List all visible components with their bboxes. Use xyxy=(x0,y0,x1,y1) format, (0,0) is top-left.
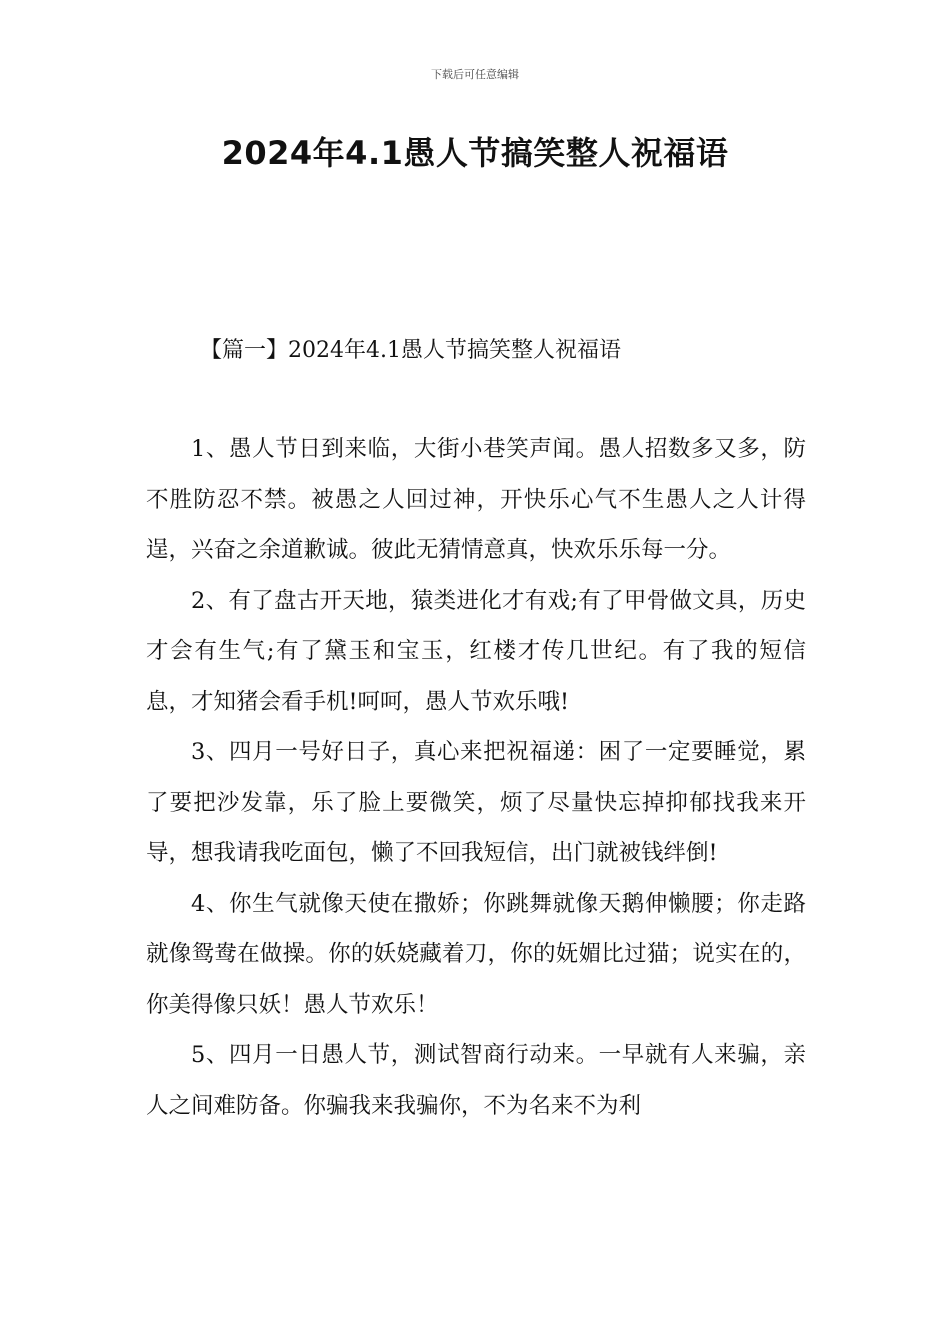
paragraph-4: 4、你生气就像天使在撒娇；你跳舞就像天鹅伸懒腰；你走路就像鸳鸯在做操。你的妖娆藏着刀，你的妩媚比过猫；说实在的，你美得像只妖！愚人节欢乐！ xyxy=(146,890,806,1018)
paragraph-2: 2、有了盘古开天地，猿类进化才有戏;有了甲骨做文具，历史才会有生气;有了黛玉和宝玉，红楼才传几世纪。有了我的短信息，才知猪会看手机!呵呵，愚人节欢乐哦! xyxy=(146,587,806,715)
paragraph-5: 5、四月一日愚人节，测试智商行动来。一早就有人来骗，亲人之间难防备。你骗我来我骗你，不为名来不为利 xyxy=(146,1042,806,1119)
section-heading: 【篇一】2024年4.1愚人节搞笑整人祝福语 xyxy=(200,338,621,363)
paragraph-1: 1、愚人节日到来临，大街小巷笑声闻。愚人招数多又多，防不胜防忍不禁。被愚之人回过神，开快乐心气不生愚人之人计得逞，兴奋之余道歉诚。彼此无猜情意真，快欢乐乐每一分。 xyxy=(146,436,806,563)
header-note: 下载后可任意编辑 xyxy=(431,68,519,81)
document-title: 2024年4.1愚人节搞笑整人祝福语 xyxy=(221,134,729,172)
document-body xyxy=(146,424,806,1131)
paragraph-3: 3、四月一号好日子，真心来把祝福递：困了一定要睡觉，累了要把沙发靠，乐了脸上要微笑，烦了尽量快忘掉抑郁找我来开导，想我请我吃面包，懒了不回我短信，出门就被钱绊倒! xyxy=(146,739,806,866)
